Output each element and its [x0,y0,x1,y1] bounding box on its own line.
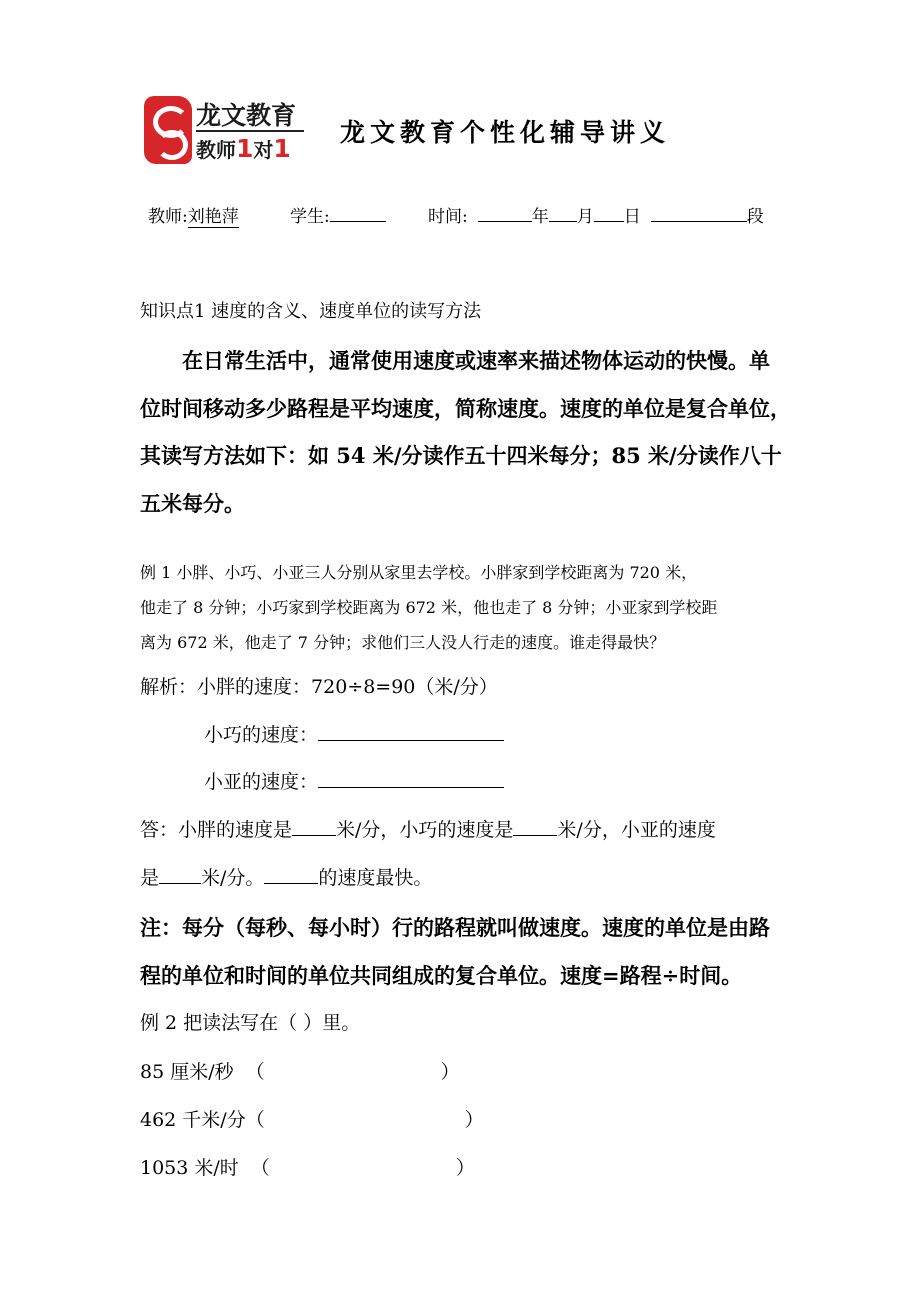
item-close: ） [440,1061,460,1083]
month-blank [549,221,577,222]
answer-text: 是 [140,867,160,889]
answer-text: 米/分，小巧的速度是 [336,819,514,841]
xiaoya-label: 小亚的速度： [204,771,319,793]
knowledge-title: 知识点1 速度的含义、速度单位的读写方法 [140,301,482,322]
answer-blank [513,815,557,836]
time-label: 时间: [428,207,468,227]
teacher-label: 教师: [148,207,188,227]
analysis-xiaopang: 小胖的速度：720÷8=90（米/分） [197,676,498,698]
answer-blank [159,863,201,884]
answer-blank [292,815,336,836]
answer-text: 米/分。 [201,867,265,889]
logo-divider [196,130,304,132]
analysis-label: 解析： [140,676,198,698]
example2-item [140,1057,460,1084]
knowledge-line: 五米每分。 [140,491,245,516]
period-label: 段 [746,207,764,227]
example2-item [140,1153,475,1180]
item-open: （ [250,1157,270,1179]
student-label: 学生: [290,207,330,227]
month-label: 月 [576,207,594,227]
answer-text: 答：小胖的速度是 [140,819,293,841]
logo-brand: 龙文教育 [196,101,297,130]
knowledge-line: 在日常生活中，通常使用速度或速率来描述物体运动的快慢。单 [182,348,770,373]
example1-line: 离为 672 米，他走了 7 分钟；求他们三人没人行走的速度。谁走得最快？ [140,633,666,652]
example1-line: 他走了 8 分钟；小巧家到学校距离为 672 米，他也走了 8 分钟；小亚家到学校距 [140,598,718,617]
example2-title: 例 2 把读法写在（ ）里。 [140,1012,361,1034]
teacher-field [148,202,239,228]
knowledge-line: 位时间移动多少路程是平均速度，简称速度。速度的单位是复合单位， [140,396,791,421]
note-line: 注：每分（每秒、每小时）行的路程就叫做速度。速度的单位是由路 [140,915,770,940]
logo-mark-icon [144,96,192,164]
student-field [290,202,386,227]
year-label: 年 [531,207,549,227]
analysis-line [140,672,498,699]
document-title: 龙文教育个性化辅导讲义 [340,118,671,147]
student-blank [330,221,386,222]
answer-line-1 [140,815,716,842]
item-open: （ [245,1109,265,1131]
answer-blank [264,863,318,884]
example2-item [140,1105,484,1132]
item-value: 85 厘米/秒 [140,1061,234,1083]
day-label: 日 [623,207,641,227]
knowledge-line: 其读写方法如下：如 54 米/分读作五十四米每分；85 米/分读作八十 [140,443,782,468]
xiaoya-line [204,767,504,794]
logo-subtitle: 教师1对1 [196,134,291,163]
answer-text: 的速度最快。 [318,867,433,889]
item-close: ） [455,1157,475,1179]
answer-line-2 [140,863,432,890]
item-value: 462 千米/分 [140,1109,246,1131]
year-blank [478,221,532,222]
item-close: ） [464,1109,484,1131]
xiaoqiao-line [204,720,504,747]
period-blank [651,221,747,222]
xiaoqiao-label: 小巧的速度： [204,724,319,746]
note-line: 程的单位和时间的单位共同组成的复合单位。速度=路程÷时间。 [140,963,743,988]
xiaoya-blank [318,767,504,788]
item-value: 1053 米/时 [140,1157,239,1179]
day-blank [594,221,624,222]
item-open: （ [245,1061,265,1083]
logo [144,94,308,166]
answer-text: 米/分，小亚的速度 [557,819,716,841]
xiaoqiao-blank [318,720,504,741]
example1-line: 例 1 小胖、小巧、小亚三人分别从家里去学校。小胖家到学校距离为 720 米， [140,563,698,582]
teacher-name: 刘艳萍 [188,202,239,228]
time-field [428,202,764,227]
